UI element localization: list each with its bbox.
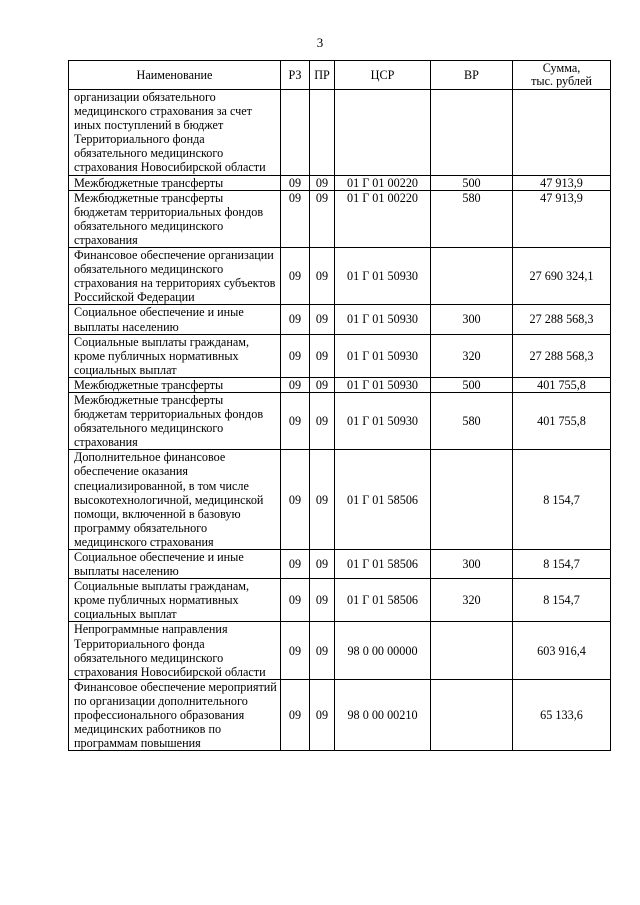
table-row [69,550,611,579]
row-name: Межбюджетные трансферты [69,175,281,190]
row-name: Межбюджетные трансферты [69,377,281,392]
row-pr: 09 [310,550,335,579]
table-row [69,392,611,449]
row-csr: 01 Г 01 50930 [335,305,431,334]
row-vr: 500 [431,377,513,392]
row-name: Социальное обеспечение и иные выплаты населению [69,305,281,334]
row-sum: 47 913,9 [513,190,611,247]
row-rz: 09 [281,622,310,679]
row-vr: 300 [431,305,513,334]
row-sum: 401 755,8 [513,377,611,392]
table-row [69,377,611,392]
row-csr: 01 Г 01 00220 [335,190,431,247]
row-csr: 98 0 00 00210 [335,679,431,750]
row-rz: 09 [281,334,310,377]
row-vr: 320 [431,334,513,377]
row-rz: 09 [281,248,310,305]
header-sum: Сумма, тыс. рублей [513,61,611,90]
row-rz: 09 [281,175,310,190]
row-name: Непрограммные направления Территориального фонда обязательного медицинского страхования Новосибирской области [69,622,281,679]
row-name: организации обязательного медицинского страхования за счет иных поступлений в бюджет Территориального фонда обязательного медицинского страхования Новосибирской области [69,90,281,176]
row-sum: 65 133,6 [513,679,611,750]
table-header-row [69,61,611,90]
row-name: Социальное обеспечение и иные выплаты населению [69,550,281,579]
table-row [69,175,611,190]
row-rz: 09 [281,377,310,392]
row-name: Финансовое обеспечение мероприятий по организации дополнительного профессионального образования медицинских работников по программам повышения [69,679,281,750]
row-rz: 09 [281,450,310,550]
row-vr: 580 [431,190,513,247]
row-rz [281,90,310,176]
row-name: Финансовое обеспечение организации обязательного медицинского страхования на территориях субъектов Российской Федерации [69,248,281,305]
row-name: Межбюджетные трансферты бюджетам территориальных фондов обязательного медицинского страхования [69,392,281,449]
table-row [69,90,611,176]
row-vr: 500 [431,175,513,190]
row-pr: 09 [310,392,335,449]
row-pr: 09 [310,334,335,377]
row-csr: 98 0 00 00000 [335,622,431,679]
row-pr: 09 [310,450,335,550]
row-sum: 27 288 568,3 [513,334,611,377]
row-pr: 09 [310,248,335,305]
row-name: Дополнительное финансовое обеспечение оказания специализированной, в том числе высокотехнологичной, медицинской помощи, включенной в базовую программу обязательного медицинского страхования [69,450,281,550]
row-pr: 09 [310,579,335,622]
table-row [69,450,611,550]
table-row [69,622,611,679]
row-sum: 8 154,7 [513,450,611,550]
row-pr: 09 [310,190,335,247]
row-csr [335,90,431,176]
table-row [69,248,611,305]
row-name: Межбюджетные трансферты бюджетам территориальных фондов обязательного медицинского страхования [69,190,281,247]
row-name: Социальные выплаты гражданам, кроме публичных нормативных социальных выплат [69,334,281,377]
row-rz: 09 [281,579,310,622]
row-rz: 09 [281,190,310,247]
row-vr [431,622,513,679]
header-name: Наименование [69,61,281,90]
row-sum: 47 913,9 [513,175,611,190]
row-csr: 01 Г 01 50930 [335,334,431,377]
row-vr [431,248,513,305]
row-pr: 09 [310,622,335,679]
row-sum: 27 288 568,3 [513,305,611,334]
header-csr: ЦСР [335,61,431,90]
table-row [69,579,611,622]
row-csr: 01 Г 01 58506 [335,550,431,579]
row-vr [431,450,513,550]
row-rz: 09 [281,679,310,750]
row-csr: 01 Г 01 00220 [335,175,431,190]
row-csr: 01 Г 01 50930 [335,392,431,449]
row-csr: 01 Г 01 50930 [335,248,431,305]
row-vr [431,90,513,176]
row-name: Социальные выплаты гражданам, кроме публичных нормативных социальных выплат [69,579,281,622]
row-sum: 27 690 324,1 [513,248,611,305]
row-csr: 01 Г 01 58506 [335,579,431,622]
row-vr: 320 [431,579,513,622]
table-row [69,190,611,247]
row-sum [513,90,611,176]
row-sum: 8 154,7 [513,550,611,579]
row-pr: 09 [310,679,335,750]
row-sum: 8 154,7 [513,579,611,622]
row-rz: 09 [281,305,310,334]
row-pr: 09 [310,305,335,334]
page-number: 3 [316,35,324,50]
table-row [69,679,611,750]
row-rz: 09 [281,550,310,579]
row-csr: 01 Г 01 58506 [335,450,431,550]
header-pr: ПР [310,61,335,90]
row-pr: 09 [310,377,335,392]
row-vr: 300 [431,550,513,579]
table-row [69,334,611,377]
row-rz: 09 [281,392,310,449]
row-vr [431,679,513,750]
row-sum: 603 916,4 [513,622,611,679]
budget-table [68,60,611,751]
table-row [69,305,611,334]
header-rz: РЗ [281,61,310,90]
row-sum: 401 755,8 [513,392,611,449]
row-csr: 01 Г 01 50930 [335,377,431,392]
header-vr: ВР [431,61,513,90]
row-vr: 580 [431,392,513,449]
row-pr: 09 [310,175,335,190]
row-pr [310,90,335,176]
